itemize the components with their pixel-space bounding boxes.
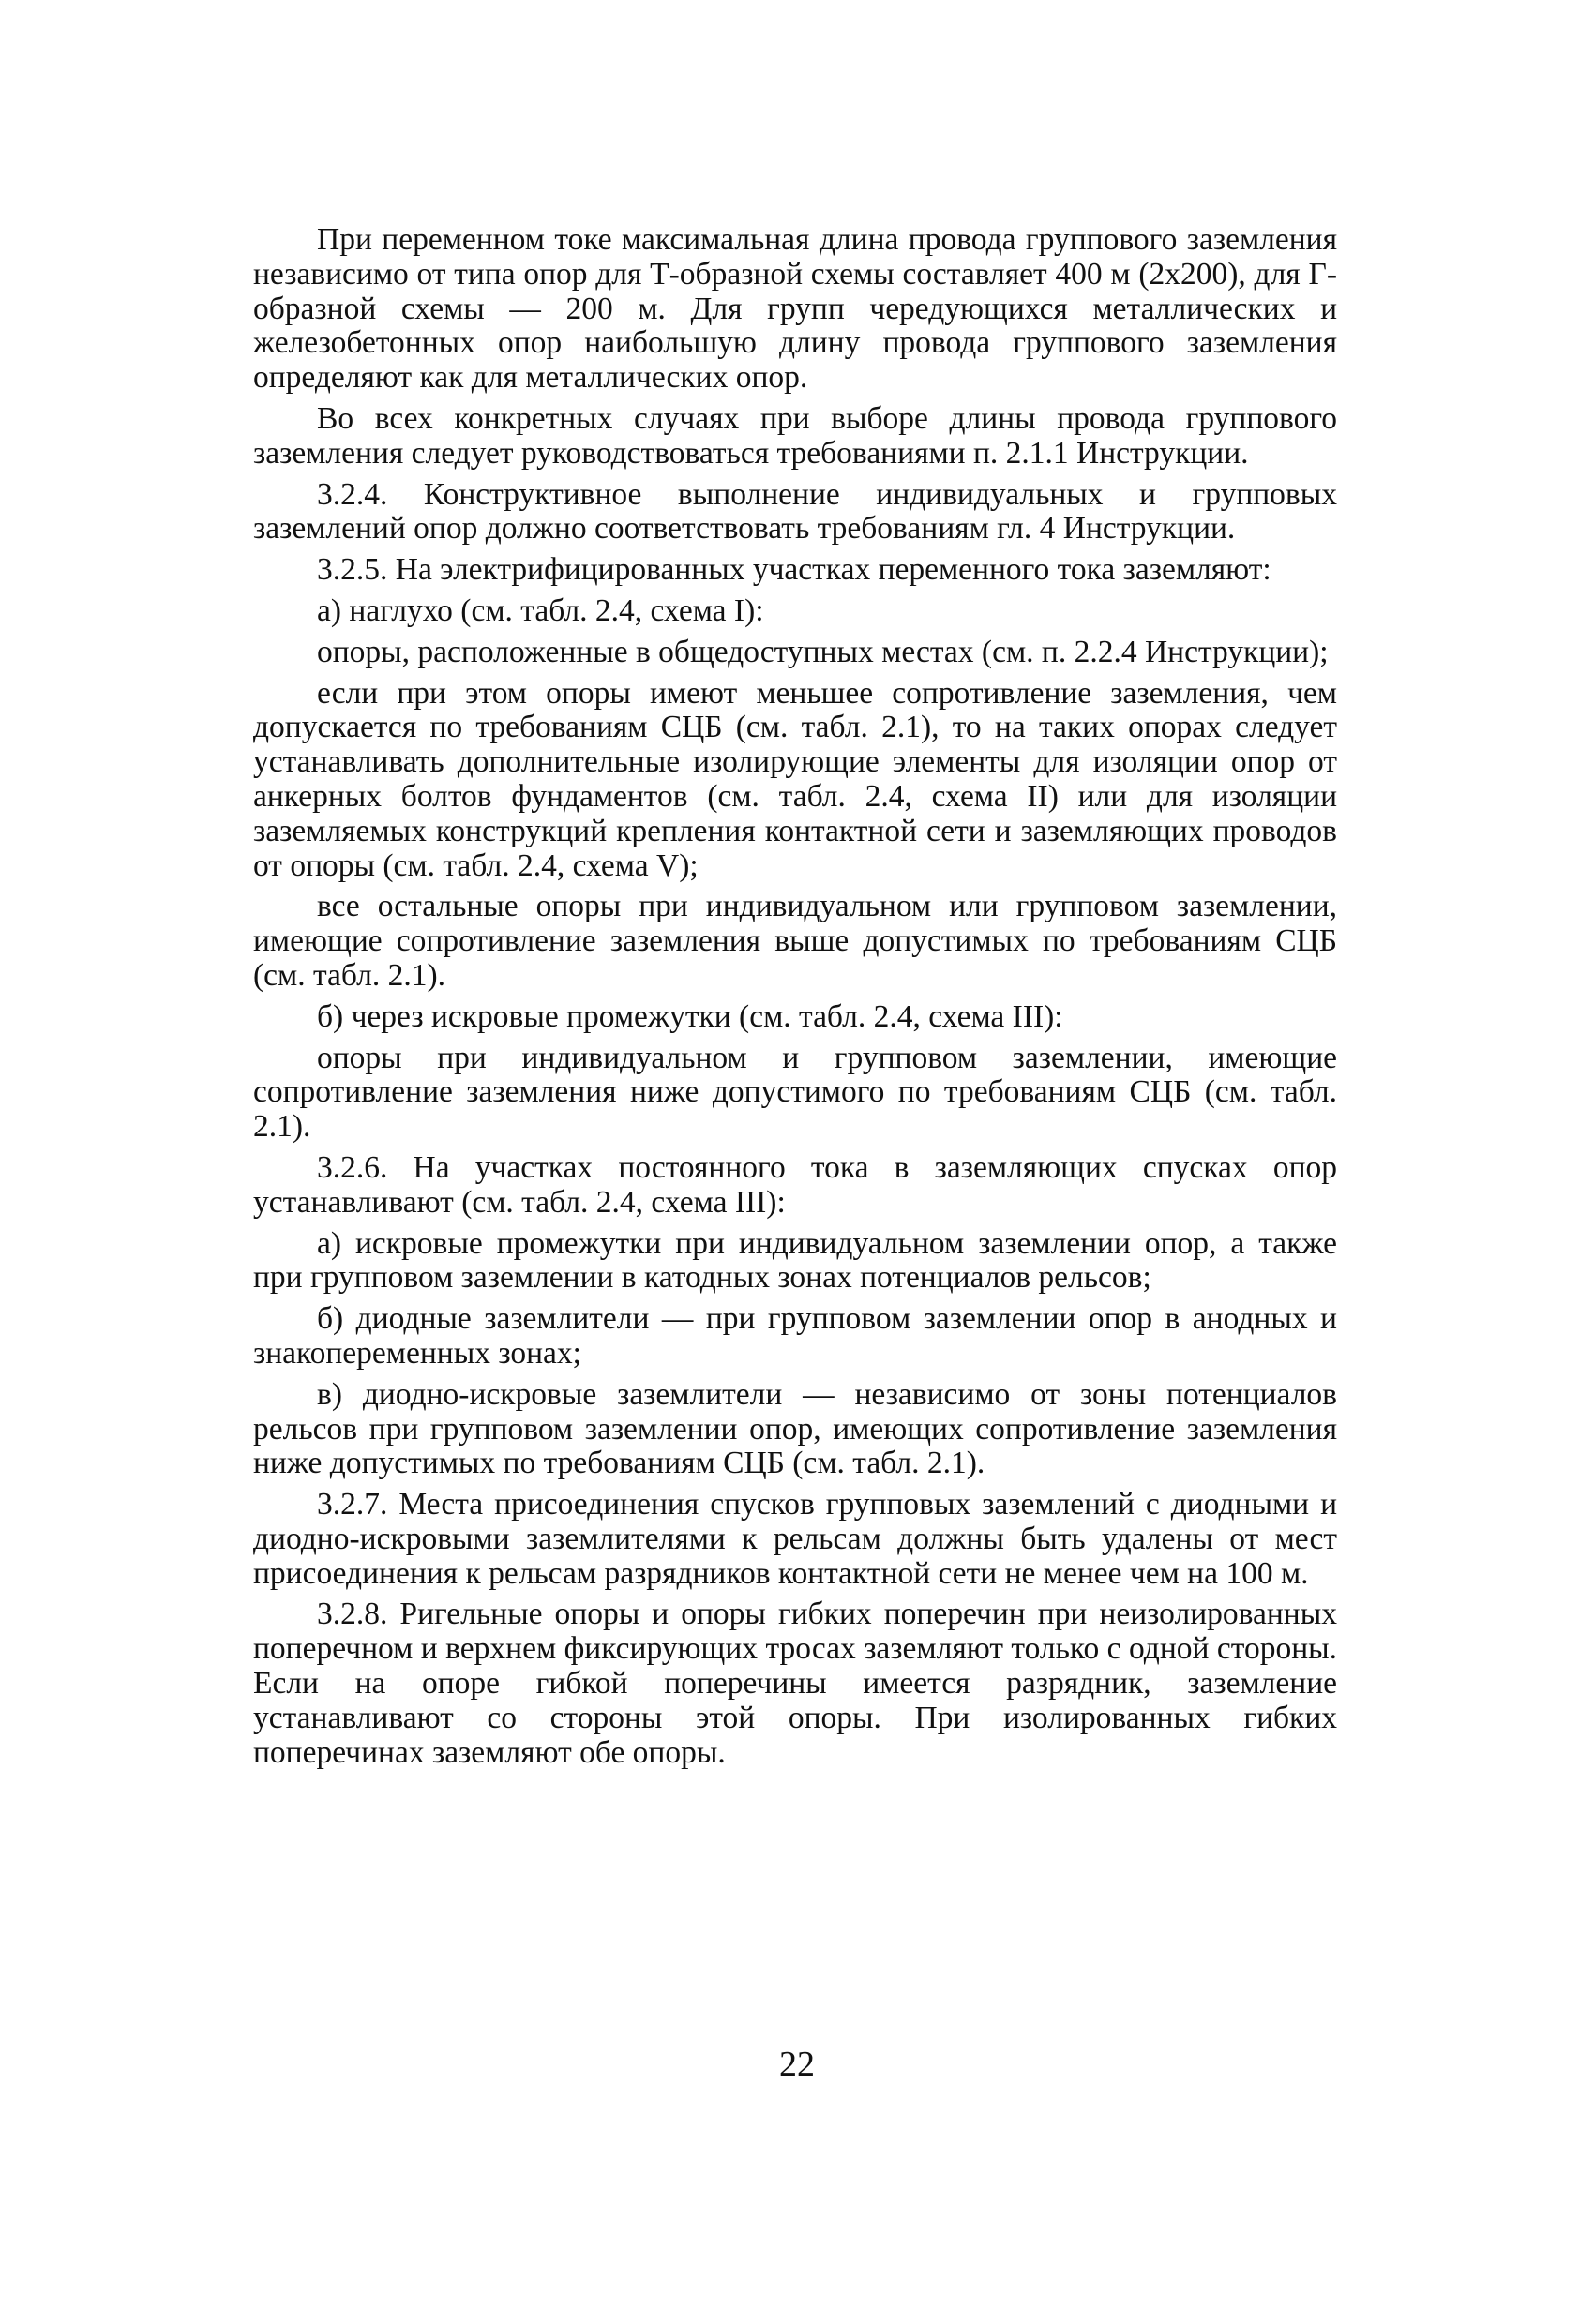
paragraph-spark-gap-supports: опоры при индивидуальном и групповом заземлении, имеющие сопротивление заземления ниже допустимого по требованиям СЦБ (см. табл. 2.1). [253,1040,1337,1145]
paragraph-3-2-5: 3.2.5. На электрифицированных участках переменного тока заземляют: [317,552,1271,588]
paragraph-public-place-supports: опоры, расположенные в общедоступных местах (см. п. 2.2.4 Инструкции); [317,634,1329,669]
paragraph-3-2-6-c: в) диодно-искровые заземлители — независимо от зоны потенциалов рельсов при групповом заземлении опор, имеющих сопротивление заземления ниже допустимых по требованиям СЦБ (см. табл. 2.1). [253,1376,1337,1481]
paragraph-3-2-7: 3.2.7. Места присоединения спусков групповых заземлений с диодными и диодно-искровыми заземлителями к рельсам должны быть удалены от мест присоединения к рельсам разрядников контактной сети не менее чем на 100 м. [253,1487,1337,1591]
paragraph-ac-ground-wire-length: При переменном токе максимальная длина провода группового заземления независимо от типа опор для Т-образной схемы составляет 400 м (2х200), для Г-образной схемы — 200 м. Для групп чередующихся металлических и железобетонных опор наибольшую длину провода группового заземления определяют как для металлических опор. [253,222,1337,396]
paragraph-3-2-6-b: б) диодные заземлители — при групповом заземлении опор в анодных и знакопеременных зонах; [253,1301,1337,1371]
paragraph-ground-wire-requirements: Во всех конкретных случаях при выборе длины провода группового заземления следует руководствоваться требованиями п. 2.1.1 Инструкции. [253,400,1337,471]
paragraph-3-2-4: 3.2.4. Конструктивное выполнение индивидуальных и групповых заземлений опор должно соответствовать требованиям гл. 4 Инструкции. [253,476,1337,547]
paragraph-3-2-5-a: а) наглухо (см. табл. 2.4, схема I): [317,592,764,628]
paragraph-other-supports: все остальные опоры при индивидуальном или групповом заземлении, имеющие сопротивление заземления выше допустимых по требованиям СЦБ (см. табл. 2.1). [253,889,1337,993]
paragraph-3-2-5-b: б) через искровые промежутки (см. табл. 2.4, схема III): [317,998,1063,1034]
paragraph-3-2-6-a: а) искровые промежутки при индивидуальном заземлении опор, а также при групповом заземлении в катодных зонах потенциалов рельсов; [253,1225,1337,1296]
paragraph-3-2-6: 3.2.6. На участках постоянного тока в заземляющих спусках опор устанавливают (см. табл. 2.4, схема III): [253,1149,1337,1220]
paragraph-3-2-8: 3.2.8. Ригельные опоры и опоры гибких поперечин при неизолированных поперечном и верхнем фиксирующих тросах заземляют только с одной стороны. Если на опоре гибкой поперечины имеется разрядник, заземление устанавливают со стороны этой опоры. При изолированных гибких поперечинах заземляют обе опоры. [253,1597,1337,1770]
paragraph-insulating-elements: если при этом опоры имеют меньшее сопротивление заземления, чем допускается по требованиям СЦБ (см. табл. 2.1), то на таких опорах следует устанавливать дополнительные изолирующие элементы для изоляции опор от анкерных болтов фундаментов (см. табл. 2.4, схема II) или для изоляции заземляемых конструкций крепления контактной сети и заземляющих проводов от опоры (см. табл. 2.4, схема V); [253,675,1337,883]
page-body [253,223,1337,1777]
page-number: 22 [779,2045,815,2084]
